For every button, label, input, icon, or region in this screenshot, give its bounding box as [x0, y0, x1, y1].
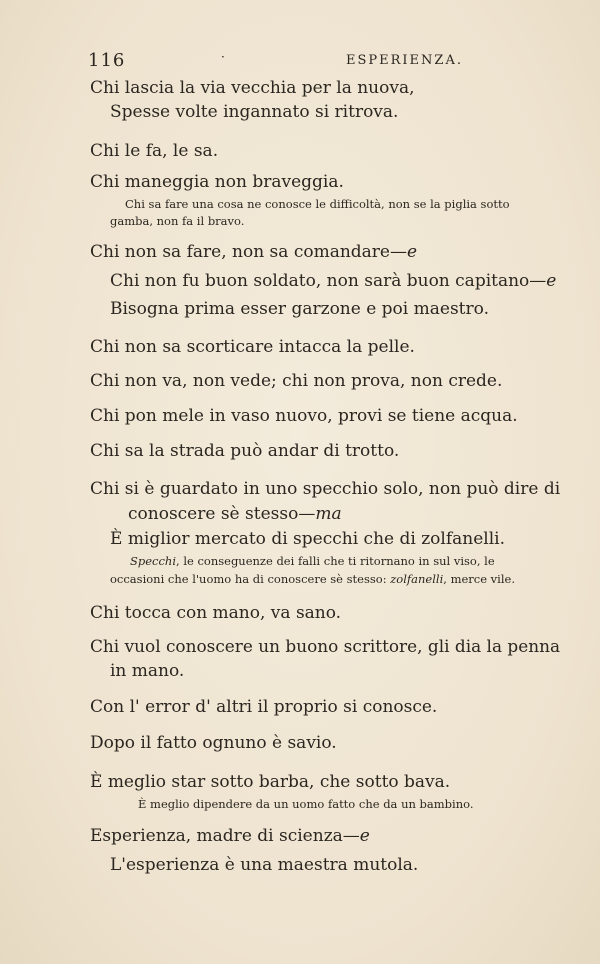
proverb-line: Dopo il fatto ognuno è savio. — [90, 733, 337, 753]
proverb-line: Chi tocca con mano, va sano. — [90, 603, 342, 623]
running-head: ESPERIENZA. — [346, 53, 463, 68]
proverb-line: Chi maneggia non braveggia. — [90, 172, 344, 192]
proverb-line: Chi si è guardato in uno specchio solo, non può dire di — [90, 479, 561, 499]
footnote-line: Specchi, le conseguenze dei falli che ti ritornano in sul viso, le — [130, 554, 495, 568]
page-header — [88, 50, 558, 72]
proverb-line: Chi non fu buon soldato, non sarà buon capitano—e — [110, 271, 557, 291]
proverb-line: Spesse volte ingannato si ritrova. — [110, 102, 399, 122]
proverb-line: Chi le fa, le sa. — [90, 141, 219, 161]
proverb-line: Chi non sa scorticare intacca la pelle. — [90, 337, 415, 357]
proverb-line: Chi non sa fare, non sa comandare—e — [90, 242, 418, 262]
header-ornament: · — [221, 50, 225, 64]
proverb-line: Chi sa la strada può andar di trotto. — [90, 441, 400, 461]
proverb-line: Esperienza, madre di scienza—e — [90, 826, 370, 846]
proverb-line: Chi vuol conoscere un buono scrittore, gli dia la penna — [90, 637, 561, 657]
footnote-line: È meglio dipendere da un uomo fatto che da un bambino. — [138, 797, 474, 811]
proverb-line: È miglior mercato di specchi che di zolfanelli. — [110, 529, 505, 549]
footnote-line: Chi sa fare una cosa ne conosce le difficoltà, non se la piglia sotto — [125, 197, 510, 211]
proverb-line: L'esperienza è una maestra mutola. — [110, 855, 419, 875]
proverb-line: Chi non va, non vede; chi non prova, non crede. — [90, 371, 503, 391]
proverb-line: Bisogna prima esser garzone e poi maestro. — [110, 299, 489, 319]
footnote-line: occasioni che l'uomo ha di conoscere sè stesso: zolfanelli, merce vile. — [110, 572, 516, 586]
proverb-line: in mano. — [110, 661, 185, 681]
proverb-line: Chi pon mele in vaso nuovo, provi se tiene acqua. — [90, 406, 518, 426]
proverb-line: conoscere sè stesso—ma — [128, 504, 342, 524]
page-number: 116 — [88, 50, 126, 71]
proverb-line: Con l' error d' altri il proprio si conosce. — [90, 697, 438, 717]
footnote-line: gamba, non fa il bravo. — [110, 214, 245, 228]
proverb-line: È meglio star sotto barba, che sotto bava. — [90, 772, 451, 792]
proverb-line: Chi lascia la via vecchia per la nuova, — [90, 78, 415, 98]
